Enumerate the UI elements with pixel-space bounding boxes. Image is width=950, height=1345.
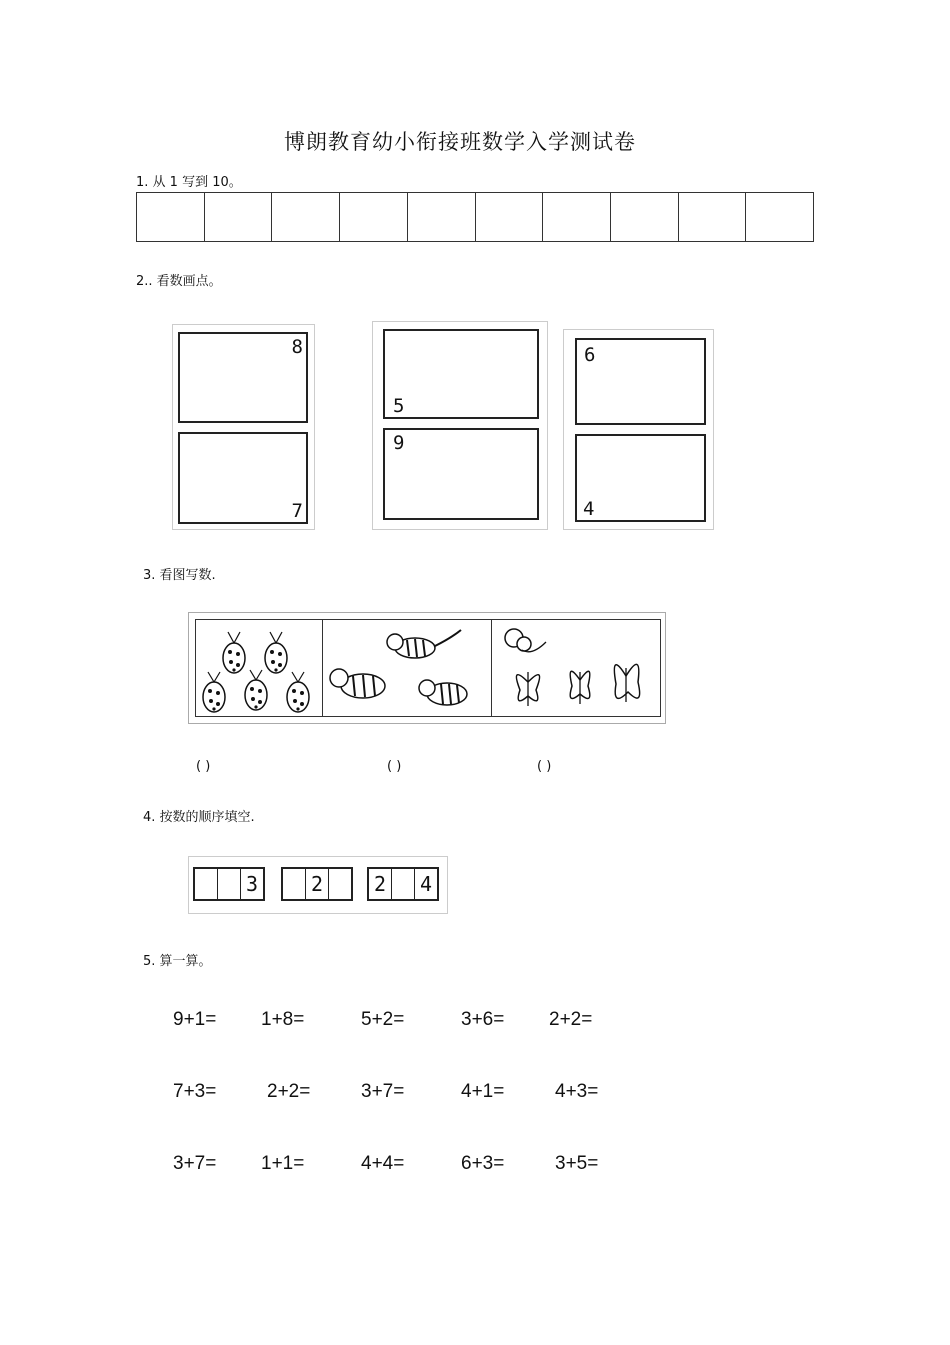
butterflies-picture [492, 620, 660, 716]
sequence-cell[interactable] [218, 869, 241, 899]
cat-illustration [323, 620, 489, 716]
equation: 4+1= [461, 1081, 505, 1102]
equation: 7+3= [173, 1081, 217, 1102]
question-3-label: 3. 看图写数. [143, 568, 216, 583]
write-cell[interactable] [611, 193, 679, 241]
equation: 1+1= [261, 1153, 305, 1174]
write-cell[interactable] [137, 193, 205, 241]
write-cell[interactable] [272, 193, 340, 241]
dot-drawing-box[interactable] [383, 329, 539, 419]
dot-drawing-box[interactable] [178, 332, 308, 423]
sequence-cell[interactable]: 2 [369, 869, 392, 899]
dot-drawing-box[interactable] [383, 428, 539, 520]
butterfly-illustration [492, 620, 660, 716]
dot-count-number: 8 [291, 336, 303, 358]
equation: 3+5= [555, 1153, 599, 1174]
write-cell[interactable] [340, 193, 408, 241]
sequence-group [367, 867, 439, 901]
ladybugs-picture [196, 620, 323, 716]
equation: 4+3= [555, 1081, 599, 1102]
dot-panel-3 [563, 329, 714, 530]
cats-picture [323, 620, 492, 716]
equation: 4+4= [361, 1153, 405, 1174]
equation: 3+7= [361, 1081, 405, 1102]
equation: 2+2= [549, 1009, 593, 1030]
picture-strip [188, 612, 666, 724]
dot-count-number: 5 [393, 395, 405, 417]
answer-blank[interactable]: ( ) [196, 759, 211, 774]
answer-blank[interactable]: ( ) [387, 759, 402, 774]
equation: 2+2= [267, 1081, 311, 1102]
dot-count-number: 7 [291, 500, 303, 522]
write-cell[interactable] [746, 193, 813, 241]
dot-count-number: 4 [583, 498, 595, 520]
equation: 1+8= [261, 1009, 305, 1030]
sequence-cell[interactable]: 3 [245, 872, 259, 896]
question-5-label: 5. 算一算。 [143, 954, 212, 969]
dot-drawing-box[interactable] [575, 338, 706, 425]
question-4-label: 4. 按数的顺序填空. [143, 810, 255, 825]
answer-blank[interactable]: ( ) [537, 759, 552, 774]
write-cell[interactable] [679, 193, 747, 241]
sequence-cell[interactable] [392, 869, 415, 899]
sequence-cell[interactable] [329, 869, 351, 899]
write-cell[interactable] [205, 193, 273, 241]
number-writing-grid [136, 192, 814, 242]
dot-panel-2 [372, 321, 548, 530]
sequence-cell[interactable] [283, 869, 306, 899]
dot-panel-1 [172, 324, 315, 530]
dot-count-number: 9 [393, 432, 405, 454]
sequence-group [281, 867, 353, 901]
equation: 9+1= [173, 1009, 217, 1030]
write-cell[interactable] [408, 193, 476, 241]
equation: 3+6= [461, 1009, 505, 1030]
sequence-group [193, 867, 265, 901]
ladybug-illustration [196, 620, 320, 716]
sequence-cell[interactable]: 4 [419, 872, 433, 896]
dot-drawing-box[interactable] [575, 434, 706, 522]
equation: 3+7= [173, 1153, 217, 1174]
dot-count-number: 6 [584, 344, 596, 366]
question-2-label: 2.. 看数画点。 [136, 274, 222, 289]
page-title: 博朗教育幼小衔接班数学入学测试卷 [284, 130, 636, 154]
write-cell[interactable] [543, 193, 611, 241]
sequence-cell[interactable] [195, 869, 218, 899]
question-1-label: 1. 从 1 写到 10。 [136, 175, 242, 190]
write-cell[interactable] [476, 193, 544, 241]
equation: 6+3= [461, 1153, 505, 1174]
equation: 5+2= [361, 1009, 405, 1030]
sequence-cell[interactable]: 2 [306, 869, 329, 899]
dot-drawing-box[interactable] [178, 432, 308, 524]
sequence-panel [188, 856, 448, 914]
